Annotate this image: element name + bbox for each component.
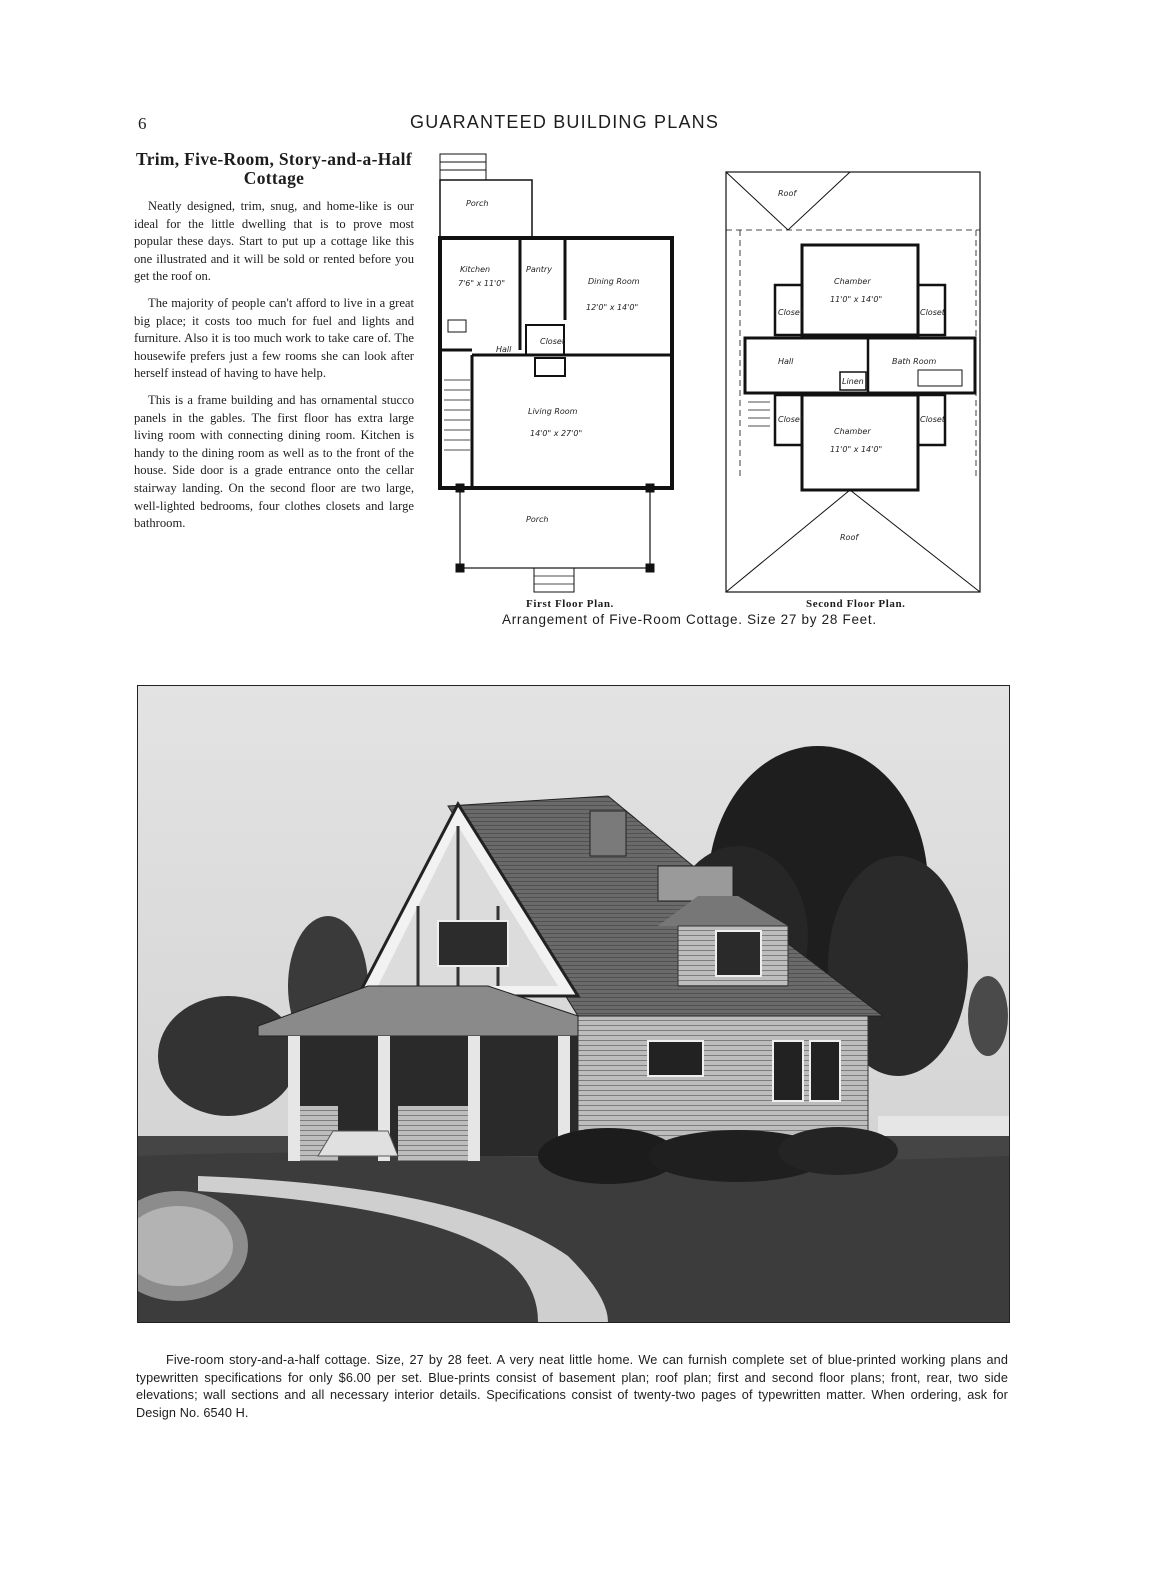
plan-label-closet-b: Closet <box>920 308 945 317</box>
plan-label-dining-size: 12'0" x 14'0" <box>586 303 639 312</box>
article <box>134 150 414 542</box>
page-header <box>0 110 1163 136</box>
plan-label-linen: Linen <box>842 377 864 386</box>
plan-label-bath: Bath Room <box>892 357 937 366</box>
caption-text: Five-room story-and-a-half cottage. Size, 27 by 28 feet. A very neat little home. We can furnish complete set of blue-printed working plans and typewritten specifications for only $6.00 per set. Blue-prints consist of basement plan; roof plan; first and second floor plans; front, rear, two side elevations; wall sections and all necessary interior details. Specifications consist of twenty-two pages of typewritten matter. When ordering, ask for Design No. 6540 H. <box>136 1353 1008 1420</box>
plan-label-dining: Dining Room <box>588 277 640 286</box>
plan-label-closet-d: Closet <box>920 415 945 424</box>
plan-label-chamber-1: Chamber <box>834 277 871 286</box>
plan-label-living-size: 14'0" x 27'0" <box>530 429 583 438</box>
plan-label-chamber-2-size: 11'0" x 14'0" <box>830 445 883 454</box>
plan-label-kitchen: Kitchen <box>460 265 491 274</box>
floor-plans <box>430 150 990 630</box>
plan-label-roof-top: Roof <box>778 189 797 198</box>
plan-label-front-porch: Porch <box>526 515 549 524</box>
plan-label-closet-c: Closet <box>778 415 803 424</box>
photo-caption <box>136 1352 1008 1422</box>
article-paragraph: This is a frame building and has ornamental stucco panels in the gables. The first floor has extra large living room with connecting dining room. Kitchen is handy to the dining room as well as to the front of the house. Side door is a grade entrance onto the cellar stairway landing. On the second floor are two large, well-lighted bedrooms, four clothes closets and large bathroom. <box>134 392 414 531</box>
first-floor-plan-label: First Floor Plan. <box>526 598 614 610</box>
plan-label-roof-bottom: Roof <box>840 533 859 542</box>
plan-label-kitchen-size: 7'6" x 11'0" <box>458 279 506 288</box>
running-title: GUARANTEED BUILDING PLANS <box>410 112 720 132</box>
plan-label-hall: Hall <box>496 345 512 354</box>
plan-label-chamber-2: Chamber <box>834 427 871 436</box>
article-paragraph: Neatly designed, trim, snug, and home-like is our ideal for the little dwelling that is to prove most popular these days. Start to put up a cottage like this one illustrated and it will be sold or rented before you get the roof on. <box>134 199 414 284</box>
article-title: Trim, Five-Room, Story-and-a-Half Cottage <box>136 149 412 188</box>
plan-label-living: Living Room <box>528 407 578 416</box>
house-illustration <box>138 686 1009 1322</box>
plan-label-closet: Closet <box>540 337 565 346</box>
article-paragraph: The majority of people can't afford to live in a great big place; it costs too much for fuel and lights and furniture. Also it is too much work to take care of. The housewife prefers just a few rooms she can look after herself instead of having to have help. <box>134 295 414 381</box>
house-photo <box>137 685 1010 1323</box>
second-floor-plan-label: Second Floor Plan. <box>806 598 906 610</box>
plan-label-chamber-1-size: 11'0" x 14'0" <box>830 295 883 304</box>
plan-label-closet-a: Closet <box>778 308 803 317</box>
plan-label-hall-2: Hall <box>778 357 794 366</box>
plan-label-pantry: Pantry <box>526 265 552 274</box>
floor-plans-drawing <box>430 150 990 600</box>
plans-caption: Arrangement of Five-Room Cottage. Size 27 by 28 Feet. <box>502 612 877 627</box>
page-number: 6 <box>138 114 147 133</box>
plan-label-rear-porch: Porch <box>466 199 489 208</box>
